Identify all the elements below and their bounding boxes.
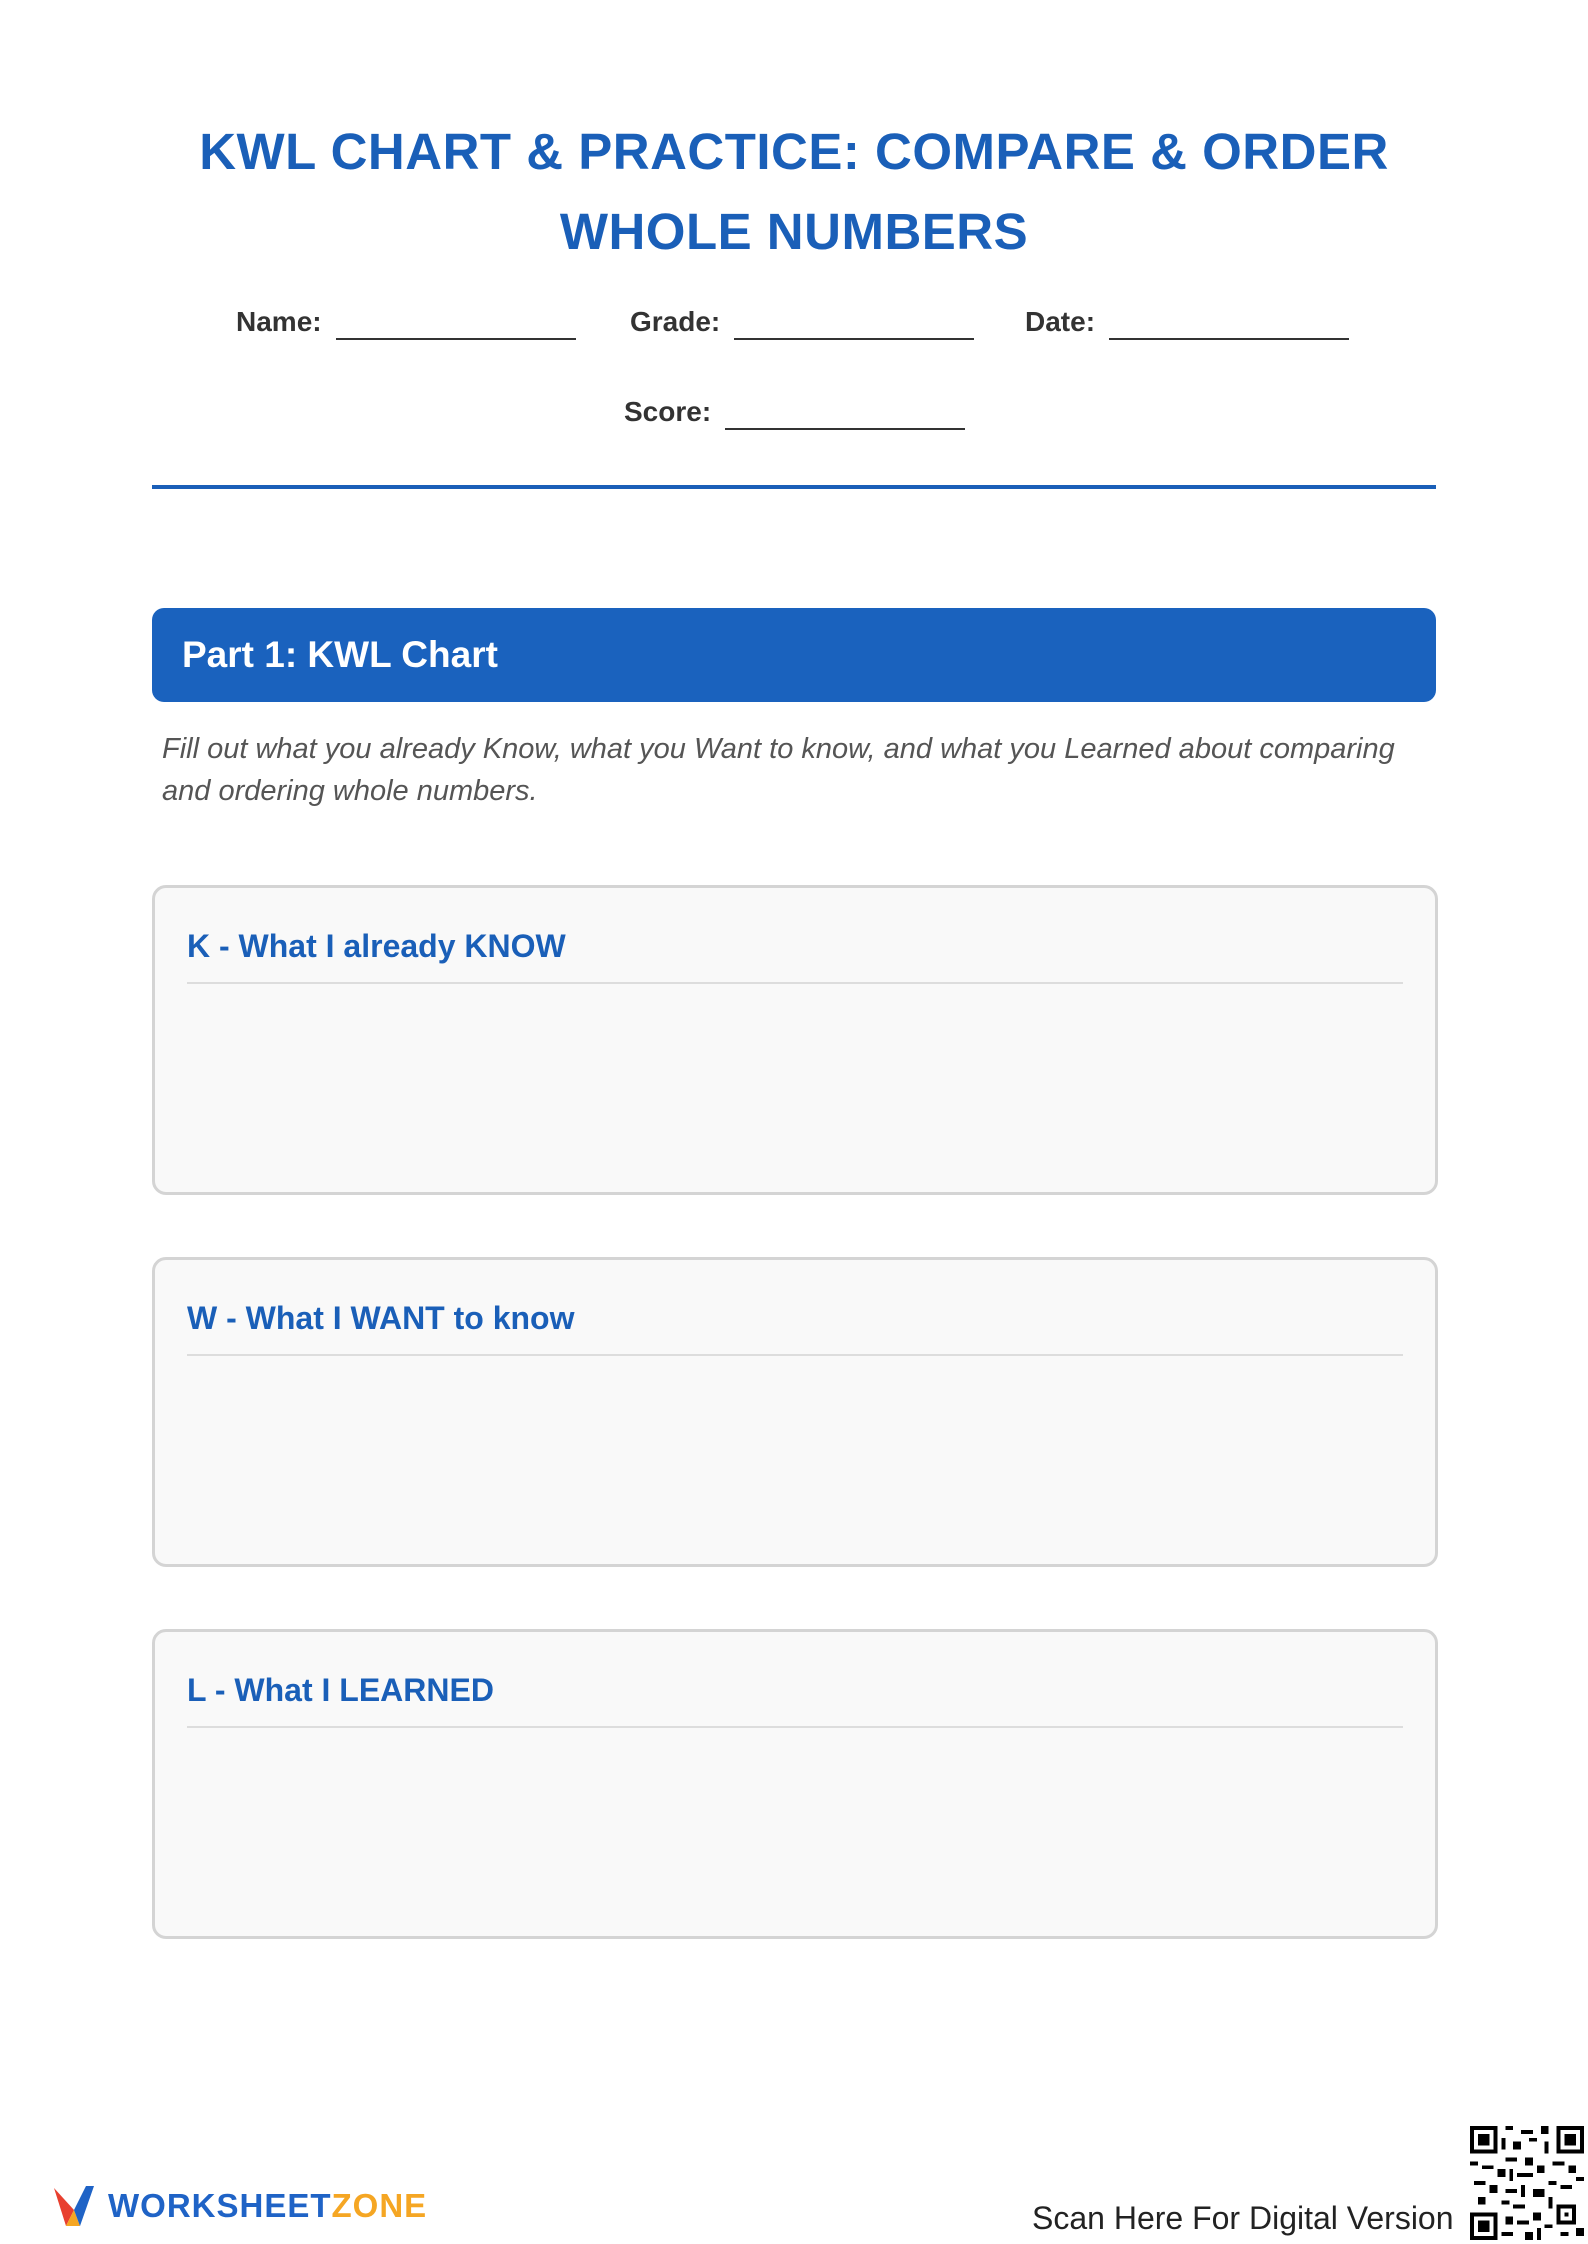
grade-label: Grade: xyxy=(630,306,721,337)
kwl-divider xyxy=(187,982,1403,984)
grade-field xyxy=(630,290,974,340)
name-label: Name: xyxy=(236,306,322,337)
name-field xyxy=(236,290,576,340)
grade-input-line[interactable] xyxy=(734,304,974,340)
worksheetzone-logo[interactable] xyxy=(52,2180,427,2232)
kwl-divider xyxy=(187,1726,1403,1728)
kwl-heading-want: W - What I WANT to know xyxy=(187,1300,575,1336)
part1-title: Part 1: KWL Chart xyxy=(182,634,498,675)
worksheetzone-logo-icon xyxy=(52,2180,96,2232)
page-title: KWL CHART & PRACTICE: COMPARE & ORDER WHOLE NUMBERS xyxy=(199,123,1389,260)
name-input-line[interactable] xyxy=(336,304,576,340)
date-field xyxy=(1025,290,1349,340)
kwl-box-know[interactable] xyxy=(152,885,1438,1195)
score-field xyxy=(624,380,965,430)
student-info-row xyxy=(0,290,1588,350)
part1-instructions: Fill out what you already Know, what you Want to know, and what you Learned about comparing and ordering whole numbers. xyxy=(162,733,1395,807)
date-label: Date: xyxy=(1025,306,1096,337)
qr-code-icon[interactable] xyxy=(1470,2126,1584,2240)
scan-caption: Scan Here For Digital Version xyxy=(1032,2200,1454,2236)
score-input-line[interactable] xyxy=(725,394,965,430)
score-label: Score: xyxy=(624,396,712,427)
kwl-box-want[interactable] xyxy=(152,1257,1438,1567)
header-divider xyxy=(152,485,1436,489)
date-input-line[interactable] xyxy=(1109,304,1349,340)
kwl-box-learned[interactable] xyxy=(152,1629,1438,1939)
kwl-divider xyxy=(187,1354,1403,1356)
logo-text-worksheet: WORKSHEET xyxy=(108,2187,332,2224)
part1-banner xyxy=(152,608,1436,702)
kwl-heading-know: K - What I already KNOW xyxy=(187,928,566,964)
score-row xyxy=(0,380,1588,440)
logo-text-zone: ZONE xyxy=(331,2187,428,2224)
kwl-heading-learned: L - What I LEARNED xyxy=(187,1672,494,1708)
